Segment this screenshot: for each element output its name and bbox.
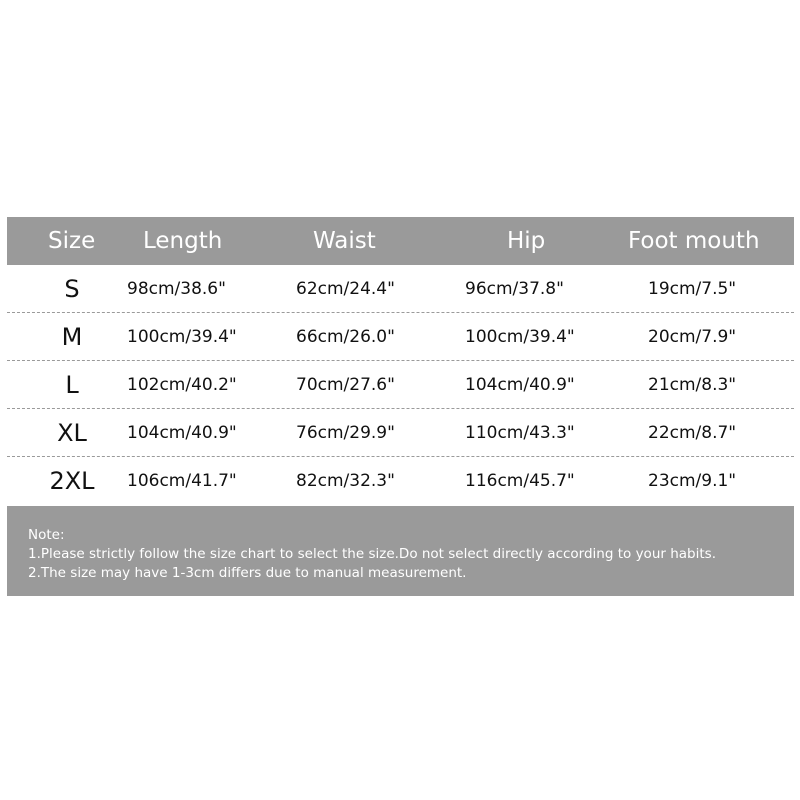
- table-row: [7, 265, 794, 313]
- size-chart-table: [7, 217, 794, 505]
- note-box: [7, 506, 794, 596]
- note-title: Note:: [28, 527, 65, 543]
- hip-cell: 116cm/45.7": [465, 471, 575, 491]
- foot-mouth-cell: 23cm/9.1": [648, 471, 737, 491]
- table-header: [7, 217, 794, 265]
- size-cell: L: [65, 371, 79, 399]
- waist-cell: 70cm/27.6": [296, 375, 395, 395]
- waist-cell: 66cm/26.0": [296, 327, 395, 347]
- table-row: [7, 457, 794, 505]
- length-cell: 106cm/41.7": [127, 471, 237, 491]
- length-cell: 104cm/40.9": [127, 423, 237, 443]
- table-row: [7, 409, 794, 457]
- waist-cell: 82cm/32.3": [296, 471, 395, 491]
- header-size: Size: [48, 228, 96, 254]
- note-line-1: 1.Please strictly follow the size chart to select the size.Do not select directly according to your habits.: [28, 546, 716, 562]
- foot-mouth-cell: 19cm/7.5": [648, 279, 737, 299]
- header-waist: Waist: [313, 228, 376, 254]
- size-cell: S: [64, 275, 80, 303]
- waist-cell: 76cm/29.9": [296, 423, 395, 443]
- note-line-2: 2.The size may have 1-3cm differs due to manual measurement.: [28, 565, 467, 581]
- size-cell: 2XL: [49, 467, 95, 495]
- table-row: [7, 361, 794, 409]
- hip-cell: 96cm/37.8": [465, 279, 564, 299]
- header-hip: Hip: [507, 228, 546, 254]
- hip-cell: 104cm/40.9": [465, 375, 575, 395]
- foot-mouth-cell: 22cm/8.7": [648, 423, 737, 443]
- waist-cell: 62cm/24.4": [296, 279, 395, 299]
- header-length: Length: [143, 228, 223, 254]
- hip-cell: 100cm/39.4": [465, 327, 575, 347]
- length-cell: 100cm/39.4": [127, 327, 237, 347]
- table-row: [7, 313, 794, 361]
- size-cell: XL: [57, 419, 87, 447]
- foot-mouth-cell: 21cm/8.3": [648, 375, 737, 395]
- length-cell: 98cm/38.6": [127, 279, 226, 299]
- hip-cell: 110cm/43.3": [465, 423, 575, 443]
- size-cell: M: [61, 323, 83, 351]
- foot-mouth-cell: 20cm/7.9": [648, 327, 737, 347]
- length-cell: 102cm/40.2": [127, 375, 237, 395]
- header-foot-mouth: Foot mouth: [628, 228, 760, 254]
